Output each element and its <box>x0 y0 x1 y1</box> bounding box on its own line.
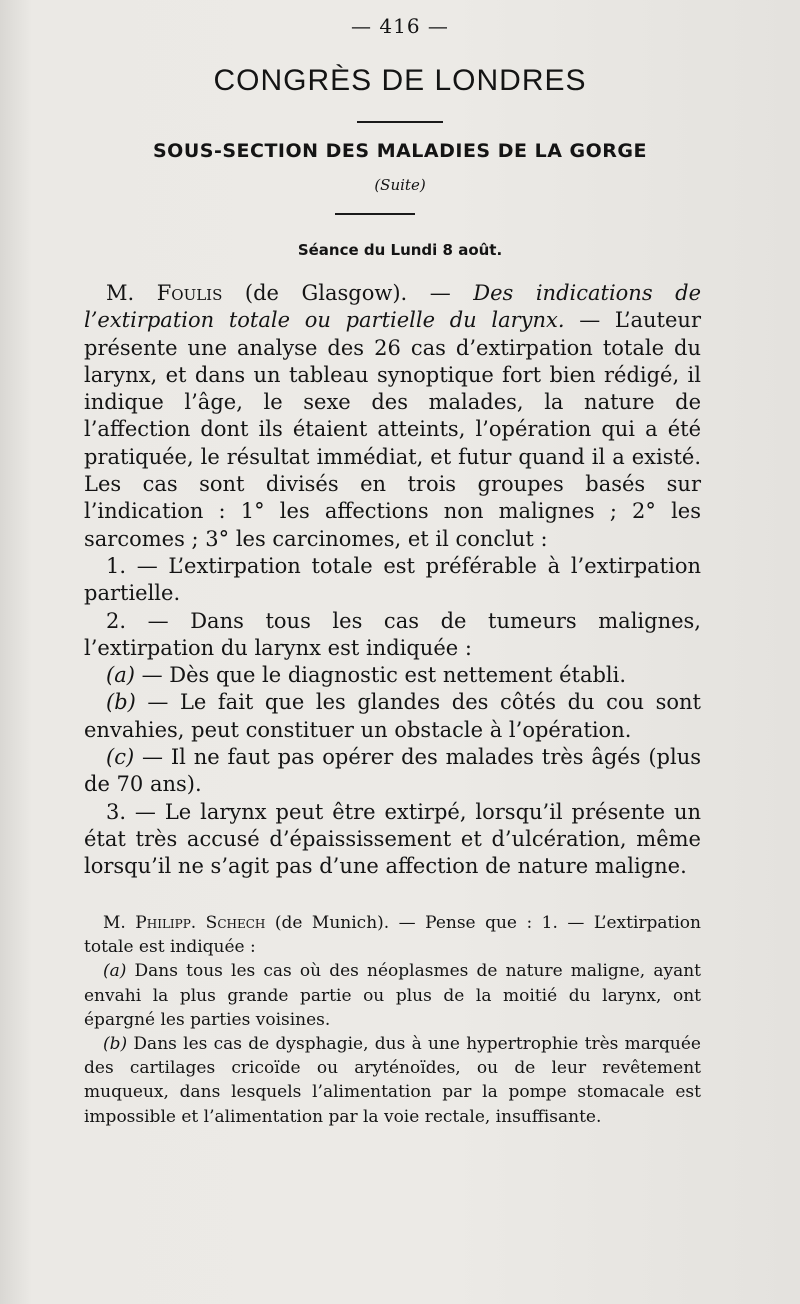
schech-item-b <box>84 1032 701 1129</box>
schech-item-a <box>84 959 701 1032</box>
conclusion-2b <box>84 689 701 744</box>
subtitle-divider <box>335 213 415 215</box>
schech-section <box>84 911 701 1129</box>
item-b-text: — Le fait que les glandes des côtés du cou sont envahies, peut constituer un obstacle à l’opération. <box>84 690 701 742</box>
foulis-author-prefix: M. <box>106 281 157 305</box>
schech-a-text: Dans tous les cas où des néoplasmes de nature maligne, ayant envahi la plus grande partie ou plus de la moitié du larynx, ont épargné les parties voisines. <box>84 961 701 1030</box>
schech-a-label: (a) <box>103 961 127 982</box>
page-number: — 416 — <box>351 14 449 38</box>
conclusion-3: 3. — Le larynx peut être extirpé, lorsqu’il présente un état très accusé d’épaississement et d’ulcération, même lorsqu’il ne s’agit pas d’une affection de nature maligne. <box>84 799 701 879</box>
suite-label: (Suite) <box>374 176 426 194</box>
schech-author-name: Philipp. Schech <box>135 913 266 933</box>
foulis-paper-title: Des indications de l’extirpation totale ou partielle du larynx. <box>84 281 702 333</box>
section-subtitle: SOUS-SECTION DES MALADIES DE LA GORGE <box>153 140 647 162</box>
schech-b-label: (b) <box>103 1034 128 1055</box>
title-divider <box>357 121 443 123</box>
conclusion-2: 2. — Dans tous les cas de tumeurs malignes, l’extirpation du larynx est indiquée : <box>84 608 701 660</box>
foulis-section <box>84 280 701 881</box>
foulis-text: — L’auteur présente une analyse des 26 cas d’extirpation totale du larynx, et dans un tableau synoptique fort bien rédigé, il indique l’âge, le sexe des malades, la nature de l’affection dont ils étaient atteints, l’opération qui a été pratiquée, le résultat immédiat, et futur quand il a existé. Les cas sont divisés en trois groupes basés sur l’indication : 1° les affections non malignes ; 2° les sarcomes ; 3° les carcinomes, et il conclut : <box>84 308 701 551</box>
conclusion-2a <box>84 662 701 689</box>
foulis-paragraph <box>84 280 701 553</box>
conclusion-2c <box>84 744 701 799</box>
page-title: CONGRÈS DE LONDRES <box>213 64 587 97</box>
item-c-text: — Il ne faut pas opérer des malades très âgés (plus de 70 ans). <box>84 745 701 797</box>
item-a-label: (a) <box>106 663 135 688</box>
conclusion-1: 1. — L’extirpation totale est préférable à l’extirpation partielle. <box>84 553 701 606</box>
schech-author-prefix: M. <box>103 913 136 933</box>
item-b-label: (b) <box>106 690 136 715</box>
foulis-author-place: (de Glasgow). — <box>222 281 474 305</box>
schech-b-text: Dans les cas de dysphagie, dus à une hypertrophie très marquée des cartilages cricoïde ou aryténoïdes, ou de leur revêtement muqueux, dans lesquels l’alimentation par la pompe stomacale est impossible et l’alimentation par la voie rectale, insuffisante. <box>84 1034 701 1127</box>
item-c-label: (c) <box>106 745 135 770</box>
item-a-text: — Dès que le diagnostic est nettement établi. <box>134 663 627 688</box>
schech-text: (de Munich). — Pense que : 1. — L’extirpation totale est indiquée : <box>84 913 701 958</box>
session-heading: Séance du Lundi 8 août. <box>297 241 503 259</box>
schech-paragraph <box>84 911 701 959</box>
foulis-author-name: Foulis <box>156 281 223 305</box>
